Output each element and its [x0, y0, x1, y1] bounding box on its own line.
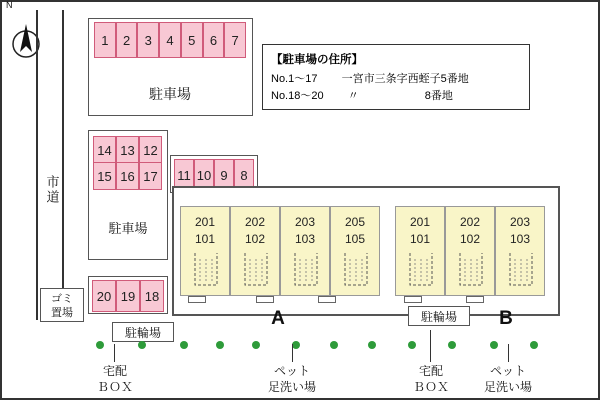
address-range: No.1〜17: [271, 73, 318, 85]
leader-line: [292, 344, 293, 362]
bike-parking-right-label: 駐輪場: [420, 309, 457, 324]
path-dot: [96, 341, 104, 349]
unit-lower: 101: [409, 232, 431, 247]
address-row: [271, 88, 521, 105]
unit-lower: 102: [459, 232, 481, 247]
parking-row-top: [94, 22, 246, 56]
parking-stall[interactable]: 16: [116, 162, 139, 190]
pet-right-label-line2: 足洗い場: [483, 379, 532, 394]
gomi-label-line2: 置場: [51, 306, 73, 319]
takuhai-left-label-line1: 宅配: [102, 363, 127, 378]
path-dot: [292, 341, 300, 349]
leader-line: [114, 344, 115, 362]
unit-lower: 105: [344, 232, 366, 247]
entrance-stub: [466, 296, 484, 303]
entrance-stub: [188, 296, 206, 303]
road-line-right: [62, 10, 64, 320]
compass: [6, 8, 46, 64]
pet-left-label-line2: 足洗い場: [267, 379, 316, 394]
path-dot: [180, 341, 188, 349]
parking-stall[interactable]: 4: [159, 22, 181, 58]
unit-upper: 202: [459, 215, 481, 229]
address-range: No.18〜20: [271, 89, 324, 102]
parking-stall[interactable]: 5: [181, 22, 203, 58]
road-label: 市道: [44, 175, 60, 205]
path-dot: [368, 341, 376, 349]
leader-line: [430, 330, 431, 362]
unit-lower: 103: [509, 232, 531, 247]
unit-lower: 103: [294, 232, 316, 247]
stair-icon: [504, 251, 538, 293]
unit-upper: 205: [344, 215, 366, 229]
address-title: 【駐車場の住所】: [271, 54, 363, 66]
path-dot: [330, 341, 338, 349]
entrance-stub: [404, 296, 422, 303]
path-dot: [408, 341, 416, 349]
parking-row-mid-lower: [93, 162, 162, 188]
unit-upper: 203: [294, 215, 316, 229]
path-dot: [252, 341, 260, 349]
unit-cell[interactable]: [395, 206, 445, 296]
parking-stall[interactable]: 18: [140, 280, 164, 312]
parking-stall[interactable]: 13: [116, 136, 139, 164]
address-value: 一宮市三条字西蛭子5番地: [341, 73, 469, 85]
parking-stall[interactable]: 20: [92, 280, 116, 312]
path-dot: [216, 341, 224, 349]
unit-lower: 102: [244, 232, 266, 247]
entrance-stub: [318, 296, 336, 303]
stair-icon: [189, 251, 223, 293]
parking-row-bottom: [92, 280, 164, 310]
parking-stall[interactable]: 11: [174, 159, 194, 191]
unit-lower: 101: [194, 232, 216, 247]
unit-cell[interactable]: [280, 206, 330, 296]
pet-right-label-line1: ペット: [489, 363, 526, 378]
parking-stall[interactable]: 3: [137, 22, 159, 58]
unit-upper: 203: [509, 215, 531, 229]
building-b-label: B: [499, 308, 513, 329]
gomi-label-line1: ゴミ: [51, 292, 73, 305]
parking-label-top: 駐車場: [149, 86, 191, 102]
path-dot: [530, 341, 538, 349]
parking-stall[interactable]: 17: [139, 162, 162, 190]
parking-label-mid: 駐車場: [108, 220, 148, 236]
road-line-left: [36, 10, 38, 320]
pet-left-label-line1: ペット: [273, 363, 310, 378]
stair-icon: [404, 251, 438, 293]
address-row: [271, 71, 521, 88]
parking-stall[interactable]: 19: [116, 280, 140, 312]
unit-cell[interactable]: [230, 206, 280, 296]
unit-upper: 202: [244, 215, 266, 229]
building-a-label: A: [271, 308, 285, 329]
parking-stall[interactable]: 12: [139, 136, 162, 164]
path-dot: [138, 341, 146, 349]
stair-icon: [289, 251, 323, 293]
stair-icon: [239, 251, 273, 293]
parking-stall[interactable]: 7: [224, 22, 246, 58]
entrance-stub: [256, 296, 274, 303]
unit-cell[interactable]: [330, 206, 380, 296]
address-value: 〃 8番地: [347, 89, 453, 102]
building-b: [395, 206, 545, 296]
path-dot: [448, 341, 456, 349]
takuhai-left-label-line2: ＢＯＸ: [96, 379, 133, 394]
unit-cell[interactable]: [180, 206, 230, 296]
unit-upper: 201: [194, 215, 216, 229]
parking-stall[interactable]: 15: [93, 162, 116, 190]
parking-stall[interactable]: 2: [116, 22, 138, 58]
parking-stall[interactable]: 9: [214, 159, 234, 191]
parking-stall[interactable]: 10: [194, 159, 214, 191]
building-a: [180, 206, 380, 296]
path-dot: [490, 341, 498, 349]
bike-parking-left-label: 駐輪場: [124, 325, 161, 340]
unit-cell[interactable]: [445, 206, 495, 296]
parking-row-mid-upper: [93, 136, 162, 162]
unit-upper: 201: [409, 215, 431, 229]
parking-stall[interactable]: 6: [203, 22, 225, 58]
leader-line: [508, 344, 509, 362]
takuhai-right-label-line1: 宅配: [418, 363, 443, 378]
parking-row-right: [174, 159, 254, 189]
parking-stall[interactable]: 8: [234, 159, 254, 191]
compass-label: N: [6, 0, 13, 10]
takuhai-right-label-line2: ＢＯＸ: [412, 379, 449, 394]
stair-icon: [454, 251, 488, 293]
stair-icon: [339, 251, 373, 293]
parking-stall[interactable]: 1: [94, 22, 116, 58]
unit-cell[interactable]: [495, 206, 545, 296]
address-box: [262, 44, 530, 110]
parking-stall[interactable]: 14: [93, 136, 116, 164]
